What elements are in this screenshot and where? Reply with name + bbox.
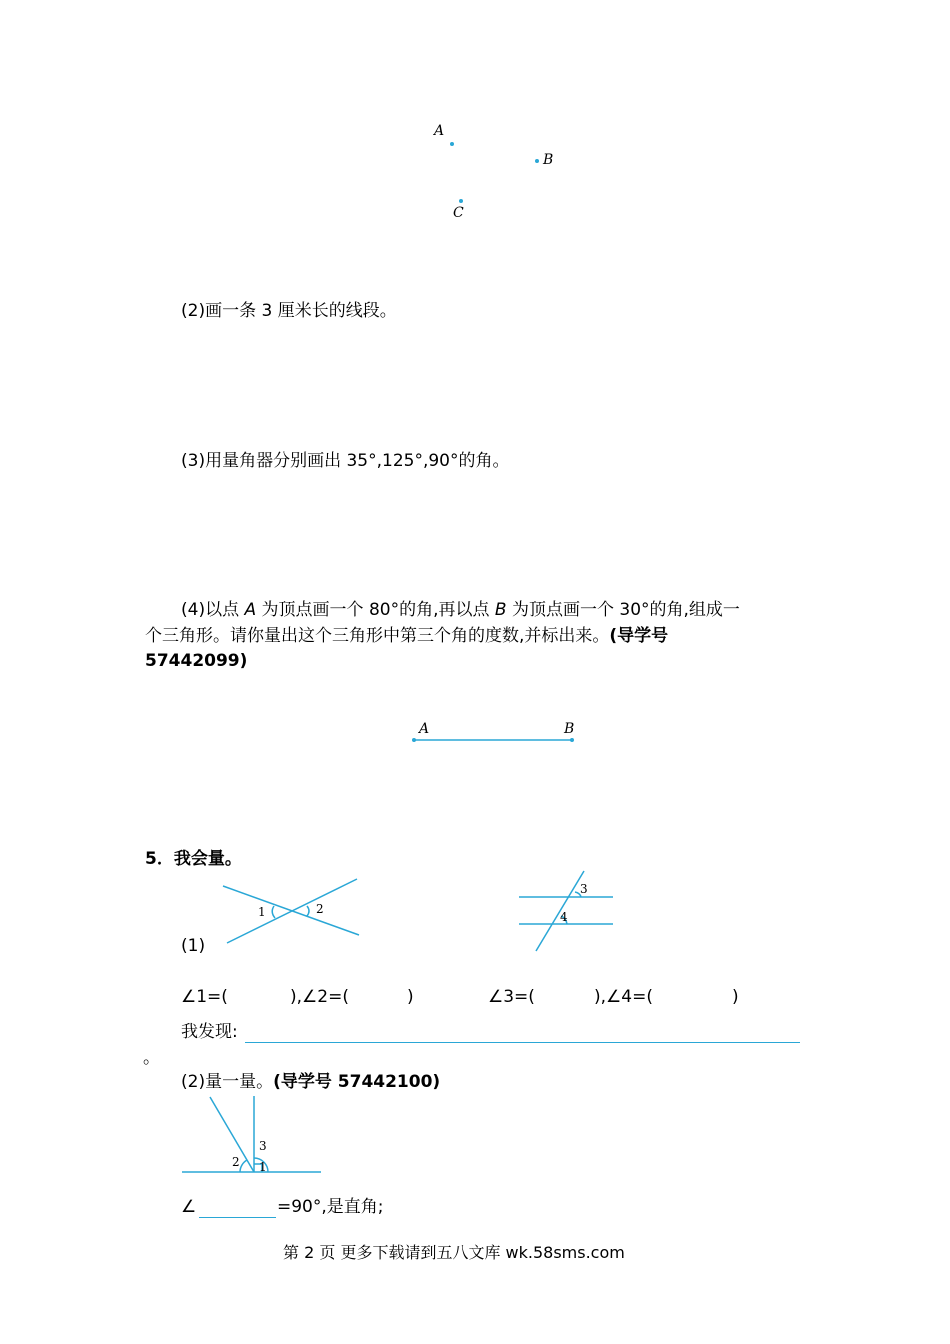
answer-angle-1: ∠1=( bbox=[181, 987, 228, 1007]
question-3: (3)用量角器分别画出 35°,125°,90°的角。 bbox=[181, 451, 510, 471]
q4-point-a: A bbox=[244, 600, 257, 620]
answer-angle-3: ∠3=( bbox=[488, 987, 535, 1007]
segment-b-label: B bbox=[564, 721, 575, 737]
point-b-dot bbox=[535, 159, 539, 163]
point-c-dot bbox=[459, 199, 463, 203]
fig1-intersecting-lines bbox=[223, 879, 359, 943]
question-2: (2)画一条 3 厘米长的线段。 bbox=[181, 301, 397, 321]
q4-part-2: 为顶点画一个 80°的角,再以点 bbox=[261, 600, 490, 620]
q4-part-3: 为顶点画一个 30°的角,组成一 bbox=[511, 600, 740, 620]
q5-sub2-guide: (导学号 57442100) bbox=[273, 1072, 441, 1092]
question-4-line-1 bbox=[181, 599, 740, 621]
fig3-angle-3-label: 3 bbox=[259, 1139, 267, 1153]
discover-end-mark: 。 bbox=[143, 1048, 160, 1068]
question-4-line-3: 57442099) bbox=[145, 651, 248, 671]
fig2-angle-3-label: 3 bbox=[580, 882, 588, 896]
point-b-label: B bbox=[543, 152, 554, 168]
point-a-dot bbox=[450, 142, 454, 146]
q4-part-1: (4)以点 bbox=[181, 600, 240, 620]
segment-a-dot bbox=[412, 738, 416, 742]
point-c-label: C bbox=[453, 205, 464, 221]
q5-sub1-label: (1) bbox=[181, 936, 206, 956]
fig3-angle-1-label: 1 bbox=[259, 1160, 267, 1174]
fig1-angle-1-label: 1 bbox=[258, 905, 266, 919]
right-angle-answer-line[interactable] bbox=[199, 1217, 276, 1218]
q4-line-2-text: 个三角形。请你量出这个三角形中第三个角的度数,并标出来。 bbox=[145, 626, 610, 646]
fig1-angle-2-label: 2 bbox=[316, 902, 324, 916]
answer-angle-2-close: ) bbox=[407, 987, 414, 1007]
right-angle-symbol: ∠ bbox=[181, 1197, 197, 1217]
point-a-label: A bbox=[434, 123, 445, 139]
segment-b-dot bbox=[570, 738, 574, 742]
fig2-angle-4-label: 4 bbox=[560, 910, 568, 924]
page-footer: 第 2 页 更多下载请到五八文库 wk.58sms.com bbox=[283, 1243, 625, 1262]
answer-angle-2: ),∠2=( bbox=[290, 987, 349, 1007]
fig3-angles bbox=[182, 1096, 321, 1172]
question-4-line-2 bbox=[145, 625, 668, 647]
right-angle-text: =90°,是直角; bbox=[277, 1197, 384, 1217]
segment-a-label: A bbox=[419, 721, 430, 737]
q5-sub2 bbox=[181, 1071, 440, 1093]
discover-answer-line[interactable] bbox=[245, 1042, 800, 1043]
q4-point-b: B bbox=[494, 600, 507, 620]
fig3-angle-2-label: 2 bbox=[232, 1155, 240, 1169]
discover-label: 我发现: bbox=[181, 1022, 238, 1042]
answer-angle-4-close: ) bbox=[732, 987, 739, 1007]
answer-angle-4: ),∠4=( bbox=[594, 987, 653, 1007]
question-5-title: 5．我会量。 bbox=[145, 849, 242, 869]
q5-sub2-text: (2)量一量。 bbox=[181, 1072, 274, 1092]
q4-guide: (导学号 bbox=[609, 626, 669, 646]
